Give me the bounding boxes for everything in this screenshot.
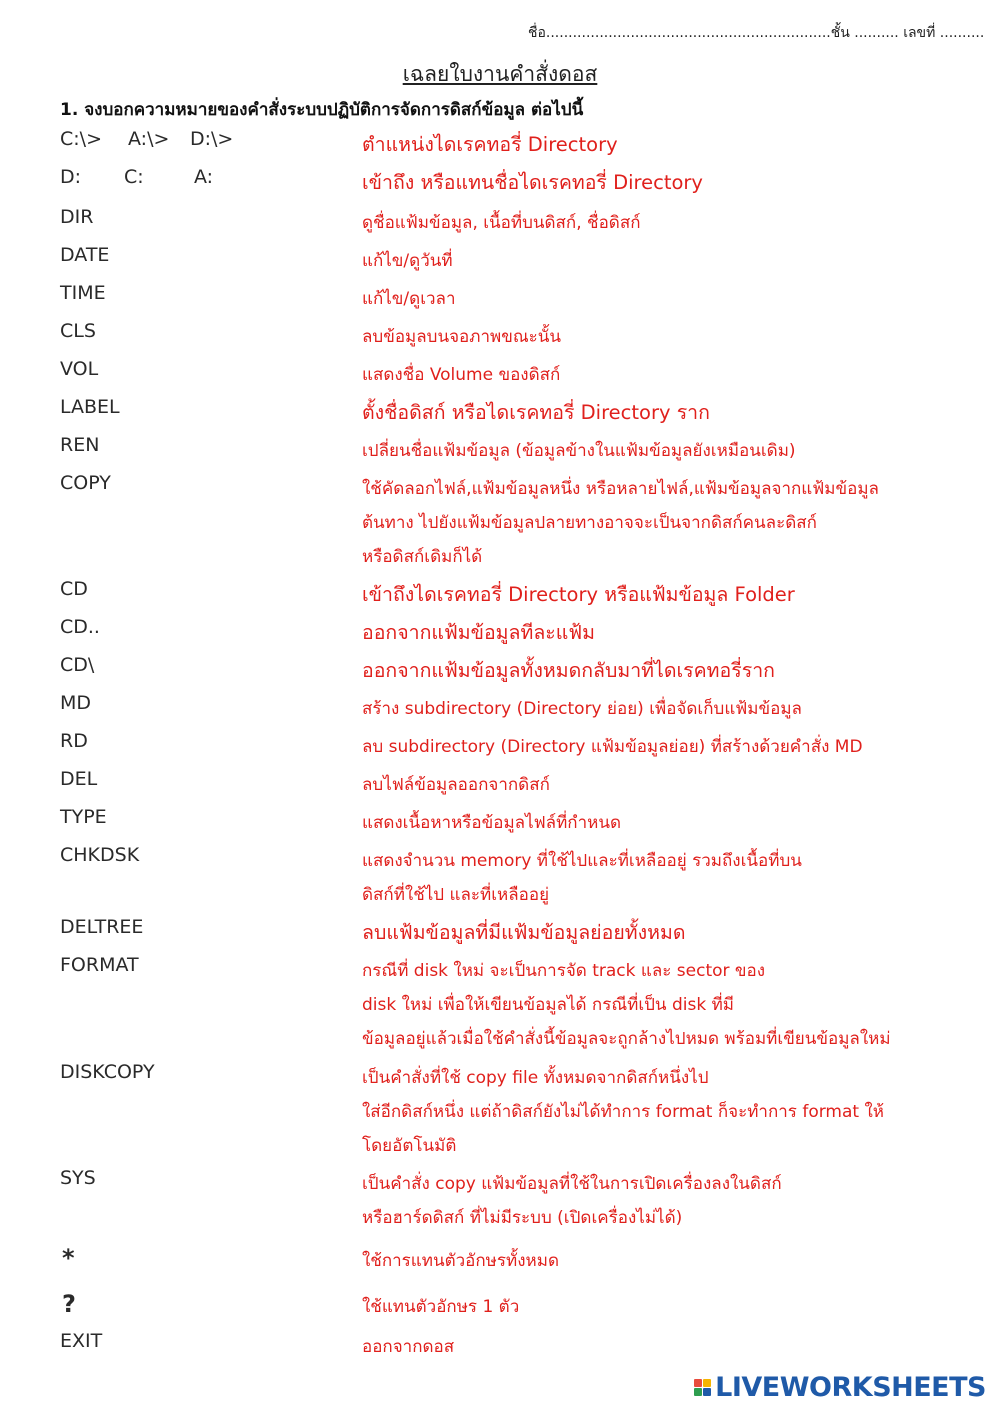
command-name: CD..: [60, 616, 100, 638]
command-description: [362, 282, 942, 316]
command-name: TYPE: [60, 806, 107, 828]
command-name: EXIT: [60, 1330, 103, 1352]
description-line: ออกจากแฟ้มข้อมูลทั้งหมดกลับมาที่ไดเรคทอรี่ราก: [362, 659, 775, 682]
command-description: [362, 320, 942, 354]
liveworksheets-logo-text: LIVEWORKSHEETS: [715, 1372, 986, 1403]
command-name: DISKCOPY: [60, 1061, 155, 1083]
command-description: [362, 166, 942, 200]
command-name: FORMAT: [60, 954, 139, 976]
command-name: DELTREE: [60, 916, 144, 938]
command-name: CLS: [60, 320, 96, 342]
description-line: ลบไฟล์ข้อมูลออกจากดิสก์: [362, 775, 550, 795]
name-class-number-line: ชื่อ................................................................ชั้น .......... เลขที่ ..........: [528, 25, 985, 41]
description-line: สร้าง subdirectory (Directory ย่อย) เพื่อจัดเก็บแฟ้มข้อมูล: [362, 699, 802, 719]
command-description: [362, 1167, 942, 1235]
command-description: [362, 396, 942, 430]
description-line: disk ใหม่ เพื่อให้เขียนข้อมูลได้ กรณีที่เป็น disk ที่มี: [362, 995, 734, 1015]
command-description: [362, 1330, 942, 1364]
command-description: [362, 1244, 942, 1278]
command-name: DATE: [60, 244, 110, 266]
description-line: หรือดิสก์เดิมก็ได้: [362, 547, 483, 567]
command-description: [362, 1061, 942, 1163]
command-description: [362, 616, 942, 650]
command-name: COPY: [60, 472, 111, 494]
description-line: เป็นคำสั่งที่ใช้ copy file ทั้งหมดจากดิสก์หนึ่งไป: [362, 1068, 709, 1088]
description-line: ตั้งชื่อดิสก์ หรือไดเรคทอรี่ Directory ราก: [362, 401, 710, 424]
description-line: ลบ subdirectory (Directory แฟ้มข้อมูลย่อย) ที่สร้างด้วยคำสั่ง MD: [362, 737, 863, 757]
command-description: [362, 434, 942, 468]
description-line: กรณีที่ disk ใหม่ จะเป็นการจัด track และ sector ของ: [362, 961, 766, 981]
command-description: [362, 730, 942, 764]
command-description: [362, 844, 942, 912]
command-description: [362, 916, 942, 950]
command-name: CD\: [60, 654, 95, 676]
command-description: [362, 954, 942, 1056]
description-line: เป็นคำสั่ง copy แฟ้มข้อมูลที่ใช้ในการเปิดเครื่องลงในดิสก์: [362, 1174, 782, 1194]
drive-letter: C:: [124, 166, 144, 188]
command-name: SYS: [60, 1167, 96, 1189]
command-name: ?: [62, 1290, 76, 1318]
description-line: แสดงเนื้อหาหรือข้อมูลไฟล์ที่กำหนด: [362, 813, 621, 833]
command-name: CD: [60, 578, 88, 600]
command-description: [362, 806, 942, 840]
description-line: เปลี่ยนชื่อแฟ้มข้อมูล (ข้อมูลข้างในแฟ้มข้อมูลยังเหมือนเดิม): [362, 441, 796, 461]
command-name: *: [62, 1244, 75, 1272]
description-line: ต้นทาง ไปยังแฟ้มข้อมูลปลายทางอาจจะเป็นจากดิสก์คนละดิสก์: [362, 513, 817, 533]
logo-square: [703, 1379, 711, 1387]
liveworksheets-logo: [694, 1372, 986, 1403]
command-name: LABEL: [60, 396, 120, 418]
command-description: [362, 244, 942, 278]
description-line: ออกจากแฟ้มข้อมูลทีละแฟ้ม: [362, 621, 595, 644]
description-line: แก้ไข/ดูเวลา: [362, 289, 456, 309]
command-name: VOL: [60, 358, 99, 380]
drive-prompt: A:\>: [128, 128, 170, 150]
description-line: เข้าถึง หรือแทนชื่อไดเรคทอรี่ Directory: [362, 171, 703, 194]
description-line: ดูชื่อแฟ้มข้อมูล, เนื้อที่บนดิสก์, ชื่อดิสก์: [362, 213, 641, 233]
page-title: เฉลยใบงานคำสั่งดอส: [402, 62, 598, 86]
description-line: เข้าถึงไดเรคทอรี่ Directory หรือแฟ้มข้อมูล Folder: [362, 583, 795, 606]
logo-square: [694, 1388, 702, 1396]
logo-square: [694, 1379, 702, 1387]
description-line: ใช้แทนตัวอักษร 1 ตัว: [362, 1297, 520, 1317]
description-line: ลบข้อมูลบนจอภาพขณะนั้น: [362, 327, 561, 347]
drive-prompt: D:\>: [190, 128, 234, 150]
description-line: ออกจากดอส: [362, 1337, 455, 1357]
description-line: ใช้การแทนตัวอักษรทั้งหมด: [362, 1251, 559, 1271]
description-line: ใช้คัดลอกไฟล์,แฟ้มข้อมูลหนึ่ง หรือหลายไฟล์,แฟ้มข้อมูลจากแฟ้มข้อมูล: [362, 479, 879, 499]
description-line: ลบแฟ้มข้อมูลที่มีแฟ้มข้อมูลย่อยทั้งหมด: [362, 921, 686, 944]
description-line: แสดงจำนวน memory ที่ใช้ไปและที่เหลืออยู่ รวมถึงเนื้อที่บน: [362, 851, 802, 871]
liveworksheets-logo-icon: [694, 1379, 711, 1396]
command-description: [362, 472, 942, 574]
logo-square: [703, 1388, 711, 1396]
description-line: โดยอัตโนมัติ: [362, 1136, 457, 1156]
command-name: RD: [60, 730, 88, 752]
command-description: [362, 128, 942, 162]
command-description: [362, 578, 942, 612]
description-line: ดิสก์ที่ใช้ไป และที่เหลืออยู่: [362, 885, 550, 905]
command-name: TIME: [60, 282, 106, 304]
command-description: [362, 358, 942, 392]
command-description: [362, 692, 942, 726]
command-description: [362, 206, 942, 240]
command-name: DEL: [60, 768, 98, 790]
drive-letter: D:: [60, 166, 82, 188]
command-description: [362, 1290, 942, 1324]
description-line: หรือฮาร์ดดิสก์ ที่ไม่มีระบบ (เปิดเครื่องไม่ได้): [362, 1208, 683, 1228]
question-instruction: 1. จงบอกความหมายของคำสั่งระบบปฏิบัติการจัดการดิสก์ข้อมูล ต่อไปนี้: [60, 100, 584, 120]
drive-prompt: C:\>: [60, 128, 102, 150]
description-line: แก้ไข/ดูวันที่: [362, 251, 453, 271]
description-line: แสดงชื่อ Volume ของดิสก์: [362, 365, 561, 385]
command-name: CHKDSK: [60, 844, 140, 866]
description-line: ตำแหน่งไดเรคทอรี่ Directory: [362, 133, 618, 156]
command-name: REN: [60, 434, 100, 456]
command-description: [362, 654, 942, 688]
command-name: MD: [60, 692, 92, 714]
command-name: DIR: [60, 206, 94, 228]
description-line: ข้อมูลอยู่แล้วเมื่อใช้คำสั่งนี้ข้อมูลจะถูกล้างไปหมด พร้อมที่เขียนข้อมูลใหม่: [362, 1029, 891, 1049]
command-description: [362, 768, 942, 802]
description-line: ใส่อีกดิสก์หนึ่ง แต่ถ้าดิสก์ยังไม่ได้ทำการ format ก็จะทำการ format ให้: [362, 1102, 884, 1122]
drive-letter: A:: [194, 166, 214, 188]
